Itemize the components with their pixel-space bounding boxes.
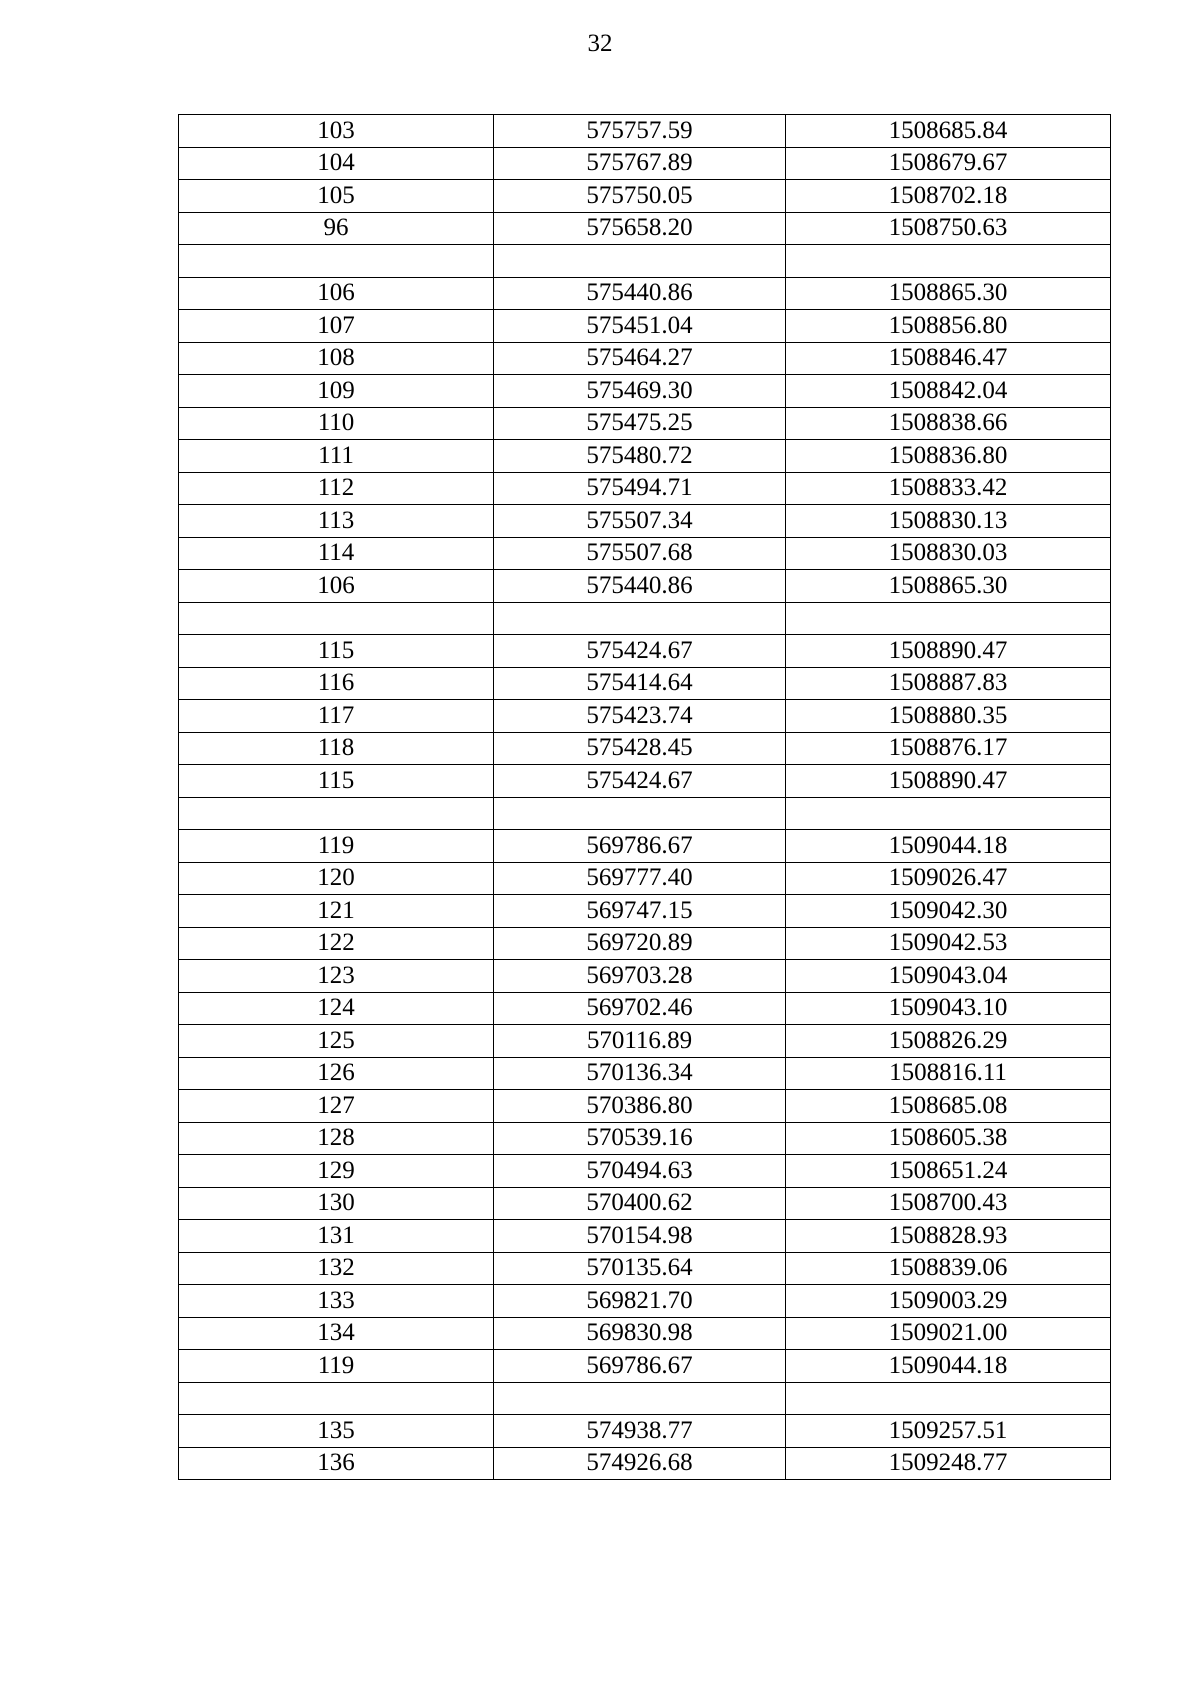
table-row — [179, 1252, 1111, 1285]
y-coordinate-cell: 1508830.03 — [786, 537, 1111, 570]
table-row — [179, 472, 1111, 505]
x-coordinate-cell: 570494.63 — [494, 1155, 786, 1188]
x-coordinate-cell: 570136.34 — [494, 1057, 786, 1090]
x-coordinate-cell: 569720.89 — [494, 927, 786, 960]
table-row — [179, 1447, 1111, 1480]
point-number-cell: 103 — [179, 115, 494, 148]
point-number-cell: 123 — [179, 960, 494, 993]
table-row — [179, 960, 1111, 993]
point-number-cell: 133 — [179, 1285, 494, 1318]
table-row — [179, 375, 1111, 408]
x-coordinate-cell: 575423.74 — [494, 700, 786, 733]
y-coordinate-cell: 1508865.30 — [786, 570, 1111, 603]
point-number-cell: 114 — [179, 537, 494, 570]
point-number-cell: 119 — [179, 1350, 494, 1383]
point-number-cell: 124 — [179, 992, 494, 1025]
x-coordinate-cell: 575475.25 — [494, 407, 786, 440]
point-number-cell — [179, 1382, 494, 1415]
coordinates-table — [178, 114, 1111, 1480]
point-number-cell: 107 — [179, 310, 494, 343]
point-number-cell: 104 — [179, 147, 494, 180]
table-row — [179, 180, 1111, 213]
y-coordinate-cell: 1508833.42 — [786, 472, 1111, 505]
y-coordinate-cell: 1508651.24 — [786, 1155, 1111, 1188]
point-number-cell: 121 — [179, 895, 494, 928]
table-row — [179, 700, 1111, 733]
point-number-cell: 113 — [179, 505, 494, 538]
point-number-cell: 120 — [179, 862, 494, 895]
x-coordinate-cell: 575494.71 — [494, 472, 786, 505]
point-number-cell — [179, 797, 494, 830]
x-coordinate-cell: 569786.67 — [494, 830, 786, 863]
table-row — [179, 1057, 1111, 1090]
point-number-cell — [179, 602, 494, 635]
point-number-cell: 135 — [179, 1415, 494, 1448]
y-coordinate-cell: 1509026.47 — [786, 862, 1111, 895]
table-row — [179, 1350, 1111, 1383]
table-row — [179, 440, 1111, 473]
x-coordinate-cell — [494, 245, 786, 278]
point-number-cell: 115 — [179, 635, 494, 668]
point-number-cell: 129 — [179, 1155, 494, 1188]
x-coordinate-cell: 575428.45 — [494, 732, 786, 765]
table-row — [179, 277, 1111, 310]
x-coordinate-cell: 569777.40 — [494, 862, 786, 895]
point-number-cell: 134 — [179, 1317, 494, 1350]
point-number-cell: 115 — [179, 765, 494, 798]
x-coordinate-cell: 570400.62 — [494, 1187, 786, 1220]
y-coordinate-cell: 1509043.10 — [786, 992, 1111, 1025]
x-coordinate-cell: 575414.64 — [494, 667, 786, 700]
y-coordinate-cell — [786, 797, 1111, 830]
y-coordinate-cell: 1509257.51 — [786, 1415, 1111, 1448]
y-coordinate-cell: 1508887.83 — [786, 667, 1111, 700]
table-row — [179, 407, 1111, 440]
x-coordinate-cell: 575658.20 — [494, 212, 786, 245]
x-coordinate-cell: 575757.59 — [494, 115, 786, 148]
x-coordinate-cell: 574938.77 — [494, 1415, 786, 1448]
table-row — [179, 602, 1111, 635]
y-coordinate-cell: 1509042.53 — [786, 927, 1111, 960]
y-coordinate-cell: 1508679.67 — [786, 147, 1111, 180]
table-row — [179, 570, 1111, 603]
x-coordinate-cell: 569821.70 — [494, 1285, 786, 1318]
table-row — [179, 797, 1111, 830]
table-row — [179, 1122, 1111, 1155]
point-number-cell: 117 — [179, 700, 494, 733]
x-coordinate-cell: 569702.46 — [494, 992, 786, 1025]
y-coordinate-cell: 1509003.29 — [786, 1285, 1111, 1318]
x-coordinate-cell: 575451.04 — [494, 310, 786, 343]
y-coordinate-cell: 1509021.00 — [786, 1317, 1111, 1350]
point-number-cell: 105 — [179, 180, 494, 213]
y-coordinate-cell: 1508838.66 — [786, 407, 1111, 440]
table-row — [179, 115, 1111, 148]
point-number-cell: 122 — [179, 927, 494, 960]
table-row — [179, 310, 1111, 343]
x-coordinate-cell — [494, 602, 786, 635]
x-coordinate-cell: 569703.28 — [494, 960, 786, 993]
table-row — [179, 830, 1111, 863]
table-row — [179, 667, 1111, 700]
point-number-cell: 112 — [179, 472, 494, 505]
table-row — [179, 1090, 1111, 1123]
y-coordinate-cell: 1508685.08 — [786, 1090, 1111, 1123]
table-row — [179, 1155, 1111, 1188]
x-coordinate-cell: 570135.64 — [494, 1252, 786, 1285]
x-coordinate-cell: 569830.98 — [494, 1317, 786, 1350]
table-row — [179, 635, 1111, 668]
table-row — [179, 1317, 1111, 1350]
point-number-cell: 132 — [179, 1252, 494, 1285]
x-coordinate-cell — [494, 1382, 786, 1415]
point-number-cell — [179, 245, 494, 278]
y-coordinate-cell: 1508700.43 — [786, 1187, 1111, 1220]
x-coordinate-cell: 575469.30 — [494, 375, 786, 408]
table-row — [179, 1187, 1111, 1220]
x-coordinate-cell: 575507.68 — [494, 537, 786, 570]
table-row — [179, 927, 1111, 960]
point-number-cell: 131 — [179, 1220, 494, 1253]
page-number: 32 — [587, 30, 613, 57]
y-coordinate-cell: 1508880.35 — [786, 700, 1111, 733]
y-coordinate-cell: 1508890.47 — [786, 765, 1111, 798]
table-row — [179, 992, 1111, 1025]
x-coordinate-cell: 570116.89 — [494, 1025, 786, 1058]
point-number-cell: 116 — [179, 667, 494, 700]
y-coordinate-cell: 1509044.18 — [786, 1350, 1111, 1383]
y-coordinate-cell: 1508846.47 — [786, 342, 1111, 375]
point-number-cell: 136 — [179, 1447, 494, 1480]
y-coordinate-cell: 1508856.80 — [786, 310, 1111, 343]
point-number-cell: 128 — [179, 1122, 494, 1155]
y-coordinate-cell: 1509044.18 — [786, 830, 1111, 863]
point-number-cell: 119 — [179, 830, 494, 863]
y-coordinate-cell: 1509043.04 — [786, 960, 1111, 993]
x-coordinate-cell: 575480.72 — [494, 440, 786, 473]
x-coordinate-cell — [494, 797, 786, 830]
x-coordinate-cell: 575424.67 — [494, 635, 786, 668]
x-coordinate-cell: 575507.34 — [494, 505, 786, 538]
y-coordinate-cell: 1508828.93 — [786, 1220, 1111, 1253]
x-coordinate-cell: 569747.15 — [494, 895, 786, 928]
table-row — [179, 147, 1111, 180]
table-row — [179, 765, 1111, 798]
point-number-cell: 110 — [179, 407, 494, 440]
point-number-cell: 106 — [179, 277, 494, 310]
x-coordinate-cell: 570386.80 — [494, 1090, 786, 1123]
y-coordinate-cell: 1508702.18 — [786, 180, 1111, 213]
x-coordinate-cell: 575440.86 — [494, 277, 786, 310]
y-coordinate-cell: 1508836.80 — [786, 440, 1111, 473]
y-coordinate-cell: 1508826.29 — [786, 1025, 1111, 1058]
y-coordinate-cell: 1508876.17 — [786, 732, 1111, 765]
x-coordinate-cell: 574926.68 — [494, 1447, 786, 1480]
table-row — [179, 342, 1111, 375]
table-row — [179, 1220, 1111, 1253]
x-coordinate-cell: 570154.98 — [494, 1220, 786, 1253]
table-row — [179, 732, 1111, 765]
y-coordinate-cell: 1508816.11 — [786, 1057, 1111, 1090]
table-row — [179, 505, 1111, 538]
point-number-cell: 111 — [179, 440, 494, 473]
table-row — [179, 212, 1111, 245]
table-row — [179, 895, 1111, 928]
y-coordinate-cell: 1508865.30 — [786, 277, 1111, 310]
table-row — [179, 1025, 1111, 1058]
x-coordinate-cell: 575440.86 — [494, 570, 786, 603]
y-coordinate-cell: 1508605.38 — [786, 1122, 1111, 1155]
y-coordinate-cell — [786, 245, 1111, 278]
y-coordinate-cell — [786, 602, 1111, 635]
table-row — [179, 1415, 1111, 1448]
y-coordinate-cell: 1508830.13 — [786, 505, 1111, 538]
table-row — [179, 245, 1111, 278]
y-coordinate-cell: 1508842.04 — [786, 375, 1111, 408]
point-number-cell: 106 — [179, 570, 494, 603]
y-coordinate-cell: 1509248.77 — [786, 1447, 1111, 1480]
y-coordinate-cell: 1508839.06 — [786, 1252, 1111, 1285]
y-coordinate-cell: 1508890.47 — [786, 635, 1111, 668]
coordinates-table-body — [179, 115, 1111, 1480]
point-number-cell: 127 — [179, 1090, 494, 1123]
x-coordinate-cell: 575464.27 — [494, 342, 786, 375]
point-number-cell: 108 — [179, 342, 494, 375]
point-number-cell: 109 — [179, 375, 494, 408]
y-coordinate-cell: 1509042.30 — [786, 895, 1111, 928]
point-number-cell: 125 — [179, 1025, 494, 1058]
table-row — [179, 537, 1111, 570]
table-row — [179, 1285, 1111, 1318]
point-number-cell: 126 — [179, 1057, 494, 1090]
x-coordinate-cell: 569786.67 — [494, 1350, 786, 1383]
x-coordinate-cell: 575750.05 — [494, 180, 786, 213]
point-number-cell: 118 — [179, 732, 494, 765]
point-number-cell: 130 — [179, 1187, 494, 1220]
table-row — [179, 862, 1111, 895]
point-number-cell: 96 — [179, 212, 494, 245]
table-row — [179, 1382, 1111, 1415]
x-coordinate-cell: 575424.67 — [494, 765, 786, 798]
y-coordinate-cell: 1508685.84 — [786, 115, 1111, 148]
x-coordinate-cell: 575767.89 — [494, 147, 786, 180]
y-coordinate-cell: 1508750.63 — [786, 212, 1111, 245]
y-coordinate-cell — [786, 1382, 1111, 1415]
x-coordinate-cell: 570539.16 — [494, 1122, 786, 1155]
